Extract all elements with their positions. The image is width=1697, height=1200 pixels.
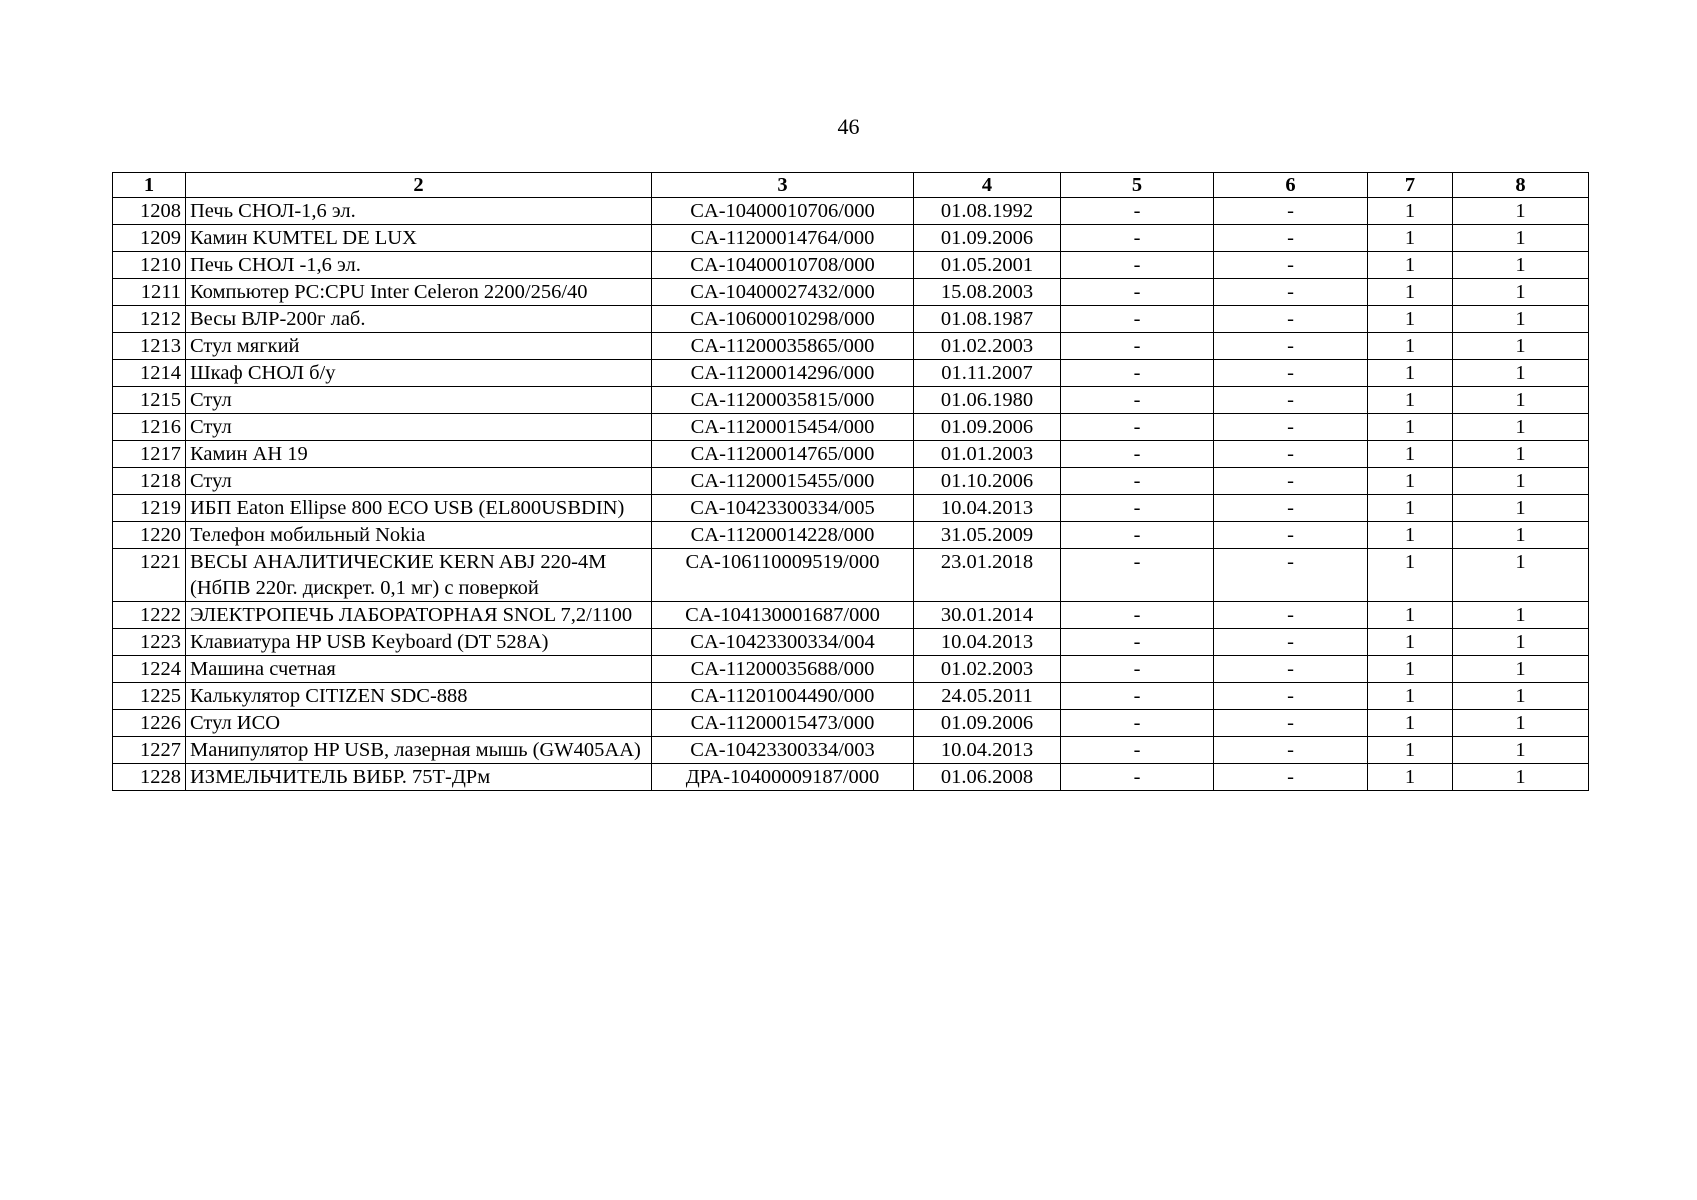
column-8-cell: 1 xyxy=(1453,225,1589,252)
column-header-1: 1 xyxy=(113,173,186,198)
column-8-cell: 1 xyxy=(1453,710,1589,737)
row-number-cell: 1219 xyxy=(113,495,186,522)
date-cell: 01.08.1987 xyxy=(914,306,1061,333)
column-7-cell: 1 xyxy=(1368,360,1453,387)
date-cell: 01.09.2006 xyxy=(914,414,1061,441)
column-header-4: 4 xyxy=(914,173,1061,198)
row-number-cell: 1215 xyxy=(113,387,186,414)
item-name-cell: ВЕСЫ АНАЛИТИЧЕСКИЕ KERN ABJ 220-4M (НбПВ 220г. дискрет. 0,1 мг) с поверкой xyxy=(186,549,652,602)
column-7-cell: 1 xyxy=(1368,333,1453,360)
column-8-cell: 1 xyxy=(1453,764,1589,791)
table-row xyxy=(113,279,1589,306)
column-header-8: 8 xyxy=(1453,173,1589,198)
table-row xyxy=(113,522,1589,549)
column-5-cell: - xyxy=(1061,495,1214,522)
inventory-code-cell: CA-106110009519/000 xyxy=(652,549,914,602)
column-6-cell: - xyxy=(1214,279,1368,306)
column-5-cell: - xyxy=(1061,602,1214,629)
date-cell: 01.10.2006 xyxy=(914,468,1061,495)
column-8-cell: 1 xyxy=(1453,252,1589,279)
column-7-cell: 1 xyxy=(1368,468,1453,495)
column-5-cell: - xyxy=(1061,764,1214,791)
table-row xyxy=(113,495,1589,522)
inventory-code-cell: CA-104130001687/000 xyxy=(652,602,914,629)
inventory-code-cell: CA-11200014296/000 xyxy=(652,360,914,387)
column-8-cell: 1 xyxy=(1453,333,1589,360)
date-cell: 01.06.2008 xyxy=(914,764,1061,791)
item-name-cell: ИЗМЕЛЬЧИТЕЛЬ ВИБР. 75Т-ДРм xyxy=(186,764,652,791)
column-7-cell: 1 xyxy=(1368,279,1453,306)
inventory-code-cell: ДРА-10400009187/000 xyxy=(652,764,914,791)
row-number-cell: 1228 xyxy=(113,764,186,791)
column-6-cell: - xyxy=(1214,387,1368,414)
date-cell: 01.11.2007 xyxy=(914,360,1061,387)
inventory-code-cell: CA-11200014765/000 xyxy=(652,441,914,468)
column-6-cell: - xyxy=(1214,225,1368,252)
column-5-cell: - xyxy=(1061,468,1214,495)
row-number-cell: 1221 xyxy=(113,549,186,602)
inventory-code-cell: CA-10400010706/000 xyxy=(652,198,914,225)
column-6-cell: - xyxy=(1214,656,1368,683)
item-name-cell: Камин KUMTEL DE LUX xyxy=(186,225,652,252)
column-5-cell: - xyxy=(1061,522,1214,549)
column-6-cell: - xyxy=(1214,522,1368,549)
column-5-cell: - xyxy=(1061,737,1214,764)
column-6-cell: - xyxy=(1214,198,1368,225)
table-row xyxy=(113,737,1589,764)
date-cell: 10.04.2013 xyxy=(914,629,1061,656)
column-5-cell: - xyxy=(1061,710,1214,737)
table-row xyxy=(113,198,1589,225)
item-name-cell: Стул ИСО xyxy=(186,710,652,737)
date-cell: 01.06.1980 xyxy=(914,387,1061,414)
column-6-cell: - xyxy=(1214,360,1368,387)
item-name-cell: Шкаф СНОЛ б/у xyxy=(186,360,652,387)
item-name-cell: Манипулятор HP USB, лазерная мышь (GW405AA) xyxy=(186,737,652,764)
inventory-code-cell: CA-10423300334/004 xyxy=(652,629,914,656)
item-name-cell: Калькулятор CITIZEN SDC-888 xyxy=(186,683,652,710)
column-6-cell: - xyxy=(1214,629,1368,656)
column-6-cell: - xyxy=(1214,495,1368,522)
row-number-cell: 1216 xyxy=(113,414,186,441)
table-row xyxy=(113,414,1589,441)
item-name-cell: Стул xyxy=(186,468,652,495)
row-number-cell: 1217 xyxy=(113,441,186,468)
table-row xyxy=(113,387,1589,414)
column-5-cell: - xyxy=(1061,387,1214,414)
column-7-cell: 1 xyxy=(1368,602,1453,629)
row-number-cell: 1226 xyxy=(113,710,186,737)
table-row xyxy=(113,602,1589,629)
item-name-cell: ИБП Eaton Ellipse 800 ECO USB (EL800USBDIN) xyxy=(186,495,652,522)
column-5-cell: - xyxy=(1061,629,1214,656)
row-number-cell: 1223 xyxy=(113,629,186,656)
date-cell: 01.09.2006 xyxy=(914,710,1061,737)
date-cell: 24.05.2011 xyxy=(914,683,1061,710)
column-8-cell: 1 xyxy=(1453,360,1589,387)
inventory-code-cell: CA-10423300334/003 xyxy=(652,737,914,764)
table-row xyxy=(113,252,1589,279)
column-8-cell: 1 xyxy=(1453,306,1589,333)
column-5-cell: - xyxy=(1061,549,1214,602)
column-5-cell: - xyxy=(1061,360,1214,387)
table-row xyxy=(113,710,1589,737)
column-8-cell: 1 xyxy=(1453,602,1589,629)
date-cell: 10.04.2013 xyxy=(914,495,1061,522)
column-6-cell: - xyxy=(1214,737,1368,764)
inventory-code-cell: CA-11200035865/000 xyxy=(652,333,914,360)
inventory-code-cell: CA-10400027432/000 xyxy=(652,279,914,306)
row-number-cell: 1222 xyxy=(113,602,186,629)
column-6-cell: - xyxy=(1214,306,1368,333)
item-name-cell: Печь СНОЛ -1,6 эл. xyxy=(186,252,652,279)
column-6-cell: - xyxy=(1214,549,1368,602)
date-cell: 01.01.2003 xyxy=(914,441,1061,468)
column-7-cell: 1 xyxy=(1368,495,1453,522)
inventory-code-cell: CA-11200014228/000 xyxy=(652,522,914,549)
header-row xyxy=(113,173,1589,198)
item-name-cell: Весы ВЛР-200г лаб. xyxy=(186,306,652,333)
item-name-cell: Клавиатура HP USB Keyboard (DT 528A) xyxy=(186,629,652,656)
column-7-cell: 1 xyxy=(1368,710,1453,737)
row-number-cell: 1214 xyxy=(113,360,186,387)
column-5-cell: - xyxy=(1061,198,1214,225)
row-number-cell: 1218 xyxy=(113,468,186,495)
column-5-cell: - xyxy=(1061,252,1214,279)
column-8-cell: 1 xyxy=(1453,414,1589,441)
column-6-cell: - xyxy=(1214,252,1368,279)
column-6-cell: - xyxy=(1214,414,1368,441)
column-5-cell: - xyxy=(1061,279,1214,306)
table-row xyxy=(113,333,1589,360)
item-name-cell: Стул xyxy=(186,387,652,414)
inventory-code-cell: CA-11201004490/000 xyxy=(652,683,914,710)
column-7-cell: 1 xyxy=(1368,522,1453,549)
column-header-3: 3 xyxy=(652,173,914,198)
column-7-cell: 1 xyxy=(1368,549,1453,602)
inventory-code-cell: CA-11200015473/000 xyxy=(652,710,914,737)
item-name-cell: Камин АН 19 xyxy=(186,441,652,468)
table-row xyxy=(113,683,1589,710)
table-row xyxy=(113,549,1589,602)
column-7-cell: 1 xyxy=(1368,306,1453,333)
column-7-cell: 1 xyxy=(1368,252,1453,279)
table-row xyxy=(113,306,1589,333)
inventory-code-cell: CA-10423300334/005 xyxy=(652,495,914,522)
row-number-cell: 1210 xyxy=(113,252,186,279)
table-row xyxy=(113,629,1589,656)
item-name-cell: Компьютер PC:CPU Inter Celeron 2200/256/40 xyxy=(186,279,652,306)
table-row xyxy=(113,656,1589,683)
column-6-cell: - xyxy=(1214,683,1368,710)
row-number-cell: 1220 xyxy=(113,522,186,549)
table-header xyxy=(113,173,1589,198)
item-name-cell: Стул xyxy=(186,414,652,441)
column-8-cell: 1 xyxy=(1453,737,1589,764)
column-7-cell: 1 xyxy=(1368,764,1453,791)
column-7-cell: 1 xyxy=(1368,656,1453,683)
column-7-cell: 1 xyxy=(1368,198,1453,225)
column-7-cell: 1 xyxy=(1368,414,1453,441)
column-5-cell: - xyxy=(1061,333,1214,360)
column-5-cell: - xyxy=(1061,683,1214,710)
column-header-2: 2 xyxy=(186,173,652,198)
date-cell: 31.05.2009 xyxy=(914,522,1061,549)
row-number-cell: 1211 xyxy=(113,279,186,306)
row-number-cell: 1212 xyxy=(113,306,186,333)
column-8-cell: 1 xyxy=(1453,549,1589,602)
row-number-cell: 1224 xyxy=(113,656,186,683)
column-5-cell: - xyxy=(1061,441,1214,468)
column-8-cell: 1 xyxy=(1453,495,1589,522)
column-7-cell: 1 xyxy=(1368,629,1453,656)
item-name-cell: Машина счетная xyxy=(186,656,652,683)
column-7-cell: 1 xyxy=(1368,225,1453,252)
table-body xyxy=(113,198,1589,791)
column-6-cell: - xyxy=(1214,333,1368,360)
row-number-cell: 1209 xyxy=(113,225,186,252)
inventory-code-cell: CA-11200035688/000 xyxy=(652,656,914,683)
column-8-cell: 1 xyxy=(1453,198,1589,225)
inventory-code-cell: CA-11200015454/000 xyxy=(652,414,914,441)
item-name-cell: Телефон мобильный Nokia xyxy=(186,522,652,549)
inventory-code-cell: CA-11200014764/000 xyxy=(652,225,914,252)
item-name-cell: Стул мягкий xyxy=(186,333,652,360)
inventory-code-cell: CA-10600010298/000 xyxy=(652,306,914,333)
row-number-cell: 1225 xyxy=(113,683,186,710)
item-name-cell: ЭЛЕКТРОПЕЧЬ ЛАБОРАТОРНАЯ SNOL 7,2/1100 xyxy=(186,602,652,629)
column-5-cell: - xyxy=(1061,306,1214,333)
column-8-cell: 1 xyxy=(1453,656,1589,683)
date-cell: 01.02.2003 xyxy=(914,333,1061,360)
row-number-cell: 1213 xyxy=(113,333,186,360)
date-cell: 23.01.2018 xyxy=(914,549,1061,602)
column-7-cell: 1 xyxy=(1368,683,1453,710)
table-row xyxy=(113,225,1589,252)
inventory-code-cell: CA-11200035815/000 xyxy=(652,387,914,414)
inventory-code-cell: CA-10400010708/000 xyxy=(652,252,914,279)
date-cell: 01.05.2001 xyxy=(914,252,1061,279)
row-number-cell: 1227 xyxy=(113,737,186,764)
column-7-cell: 1 xyxy=(1368,387,1453,414)
column-8-cell: 1 xyxy=(1453,629,1589,656)
table-row xyxy=(113,360,1589,387)
column-8-cell: 1 xyxy=(1453,441,1589,468)
column-7-cell: 1 xyxy=(1368,737,1453,764)
table-row xyxy=(113,441,1589,468)
column-8-cell: 1 xyxy=(1453,522,1589,549)
date-cell: 01.09.2006 xyxy=(914,225,1061,252)
column-5-cell: - xyxy=(1061,656,1214,683)
inventory-table xyxy=(112,172,1589,791)
column-8-cell: 1 xyxy=(1453,683,1589,710)
item-name-cell: Печь СНОЛ-1,6 эл. xyxy=(186,198,652,225)
column-5-cell: - xyxy=(1061,414,1214,441)
date-cell: 01.08.1992 xyxy=(914,198,1061,225)
table-row xyxy=(113,468,1589,495)
column-8-cell: 1 xyxy=(1453,279,1589,306)
column-7-cell: 1 xyxy=(1368,441,1453,468)
column-header-7: 7 xyxy=(1368,173,1453,198)
column-6-cell: - xyxy=(1214,602,1368,629)
column-header-5: 5 xyxy=(1061,173,1214,198)
table-row xyxy=(113,764,1589,791)
column-6-cell: - xyxy=(1214,710,1368,737)
row-number-cell: 1208 xyxy=(113,198,186,225)
date-cell: 01.02.2003 xyxy=(914,656,1061,683)
column-8-cell: 1 xyxy=(1453,387,1589,414)
column-header-6: 6 xyxy=(1214,173,1368,198)
date-cell: 15.08.2003 xyxy=(914,279,1061,306)
date-cell: 30.01.2014 xyxy=(914,602,1061,629)
column-6-cell: - xyxy=(1214,764,1368,791)
column-6-cell: - xyxy=(1214,441,1368,468)
column-5-cell: - xyxy=(1061,225,1214,252)
date-cell: 10.04.2013 xyxy=(914,737,1061,764)
page-number: 46 xyxy=(837,114,860,139)
column-6-cell: - xyxy=(1214,468,1368,495)
inventory-code-cell: CA-11200015455/000 xyxy=(652,468,914,495)
column-8-cell: 1 xyxy=(1453,468,1589,495)
